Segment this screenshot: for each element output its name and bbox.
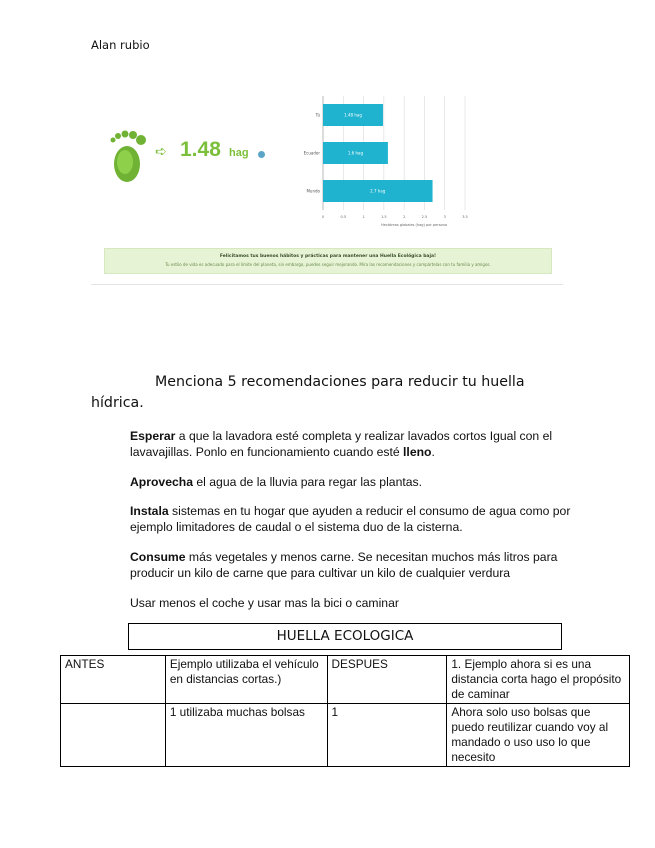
category-label: Ecuador [303,150,320,156]
recommendation-4 [130,549,575,581]
recommendation-text-end: . [431,445,435,459]
table-cell: 1. Ejemplo ahora si es una distancia corta hago el propósito de caminar [447,656,630,704]
table-title: HUELLA ECOLOGICA [128,623,562,650]
table-cell [61,704,166,767]
category-label: Tú [315,112,320,118]
recommendation-keyword-2: lleno [403,445,432,459]
footprint-comparison-table [60,655,630,767]
question-line-1: Menciona 5 recomendaciones para reducir tu huella [155,374,525,390]
footprint-icon [105,126,157,186]
x-tick-label: 2 [403,215,406,219]
recommendation-keyword: Esperar [130,429,176,443]
table-row [61,704,630,767]
x-tick-label: 0.5 [340,215,347,219]
comparison-bar-chart [289,92,479,244]
x-tick-label: 0 [321,215,325,219]
table-cell: 1 utilizaba muchas bolsas [165,704,327,767]
recommendation-2 [130,474,575,490]
x-tick-label: 2.5 [421,215,428,219]
author-name: Alan rubio [91,38,150,52]
recommendation-5 [130,595,575,611]
bar-value-label: 1.6 hag [347,150,364,156]
category-label: Mundo [306,188,320,194]
footprint-result-image [91,76,563,285]
banner-detail: Tu estilo de vida es adecuado para el límite del planeta, sin embargo, puedes seguir mejorando. Mira las recomendaciones y compártelas con tu familia y amigos. [165,262,491,267]
recommendation-text: el agua de la lluvia para regar las plantas. [193,475,422,489]
table-cell: 1 [327,704,447,767]
x-tick-label: 3 [443,215,446,219]
footprint-unit: hag [229,147,249,159]
bar-value-label: 1.48 hag [344,112,362,118]
recommendation-1 [130,428,575,460]
question-line-2: hídrica. [91,395,144,411]
table-row [61,656,630,704]
x-tick-label: 3.5 [462,215,468,219]
info-icon[interactable] [258,151,265,158]
x-tick-label: 1 [362,215,365,219]
recommendation-keyword: Consume [130,550,186,564]
banner-headline: Felicitamos tus buenos hábitos y prácticas para mantener una Huella Ecológica baja! [219,254,437,259]
recommendation-text: a que la lavadora esté completa y realizar lavados cortos Igual con el lavavajillas. Ponlo en funcionamiento cuando esté [130,429,553,459]
recommendation-keyword: Instala [130,504,169,518]
x-tick-label: 1.5 [381,215,387,219]
footprint-value: 1.48 [180,138,221,161]
table-cell: Ejemplo utilizaba el vehículo en distancias cortas.) [165,656,327,704]
table-cell: ANTES [61,656,166,704]
bar-value-label: 2.7 hag [370,188,386,194]
recommendation-3 [130,503,575,535]
recommendation-text: Usar menos el coche y usar mas la bici o caminar [130,596,399,610]
table-cell: DESPUES [327,656,447,704]
table-cell: Ahora solo uso bolsas que puedo reutilizar cuando voy al mandado o uso uso lo que necesito [447,704,630,767]
recommendation-text: sistemas en tu hogar que ayuden a reducir el consumo de agua como por ejemplo limitadores de caudal o el sistema duo de la cisterna. [130,504,571,534]
arrow-right-icon: ➪ [155,144,167,160]
question-heading [91,372,561,414]
recommendation-keyword: Aprovecha [130,475,193,489]
result-banner [104,248,552,274]
recommendation-text: más vegetales y menos carne. Se necesitan muchos más litros para producir un kilo de carne que para cultivar un kilo de cualquier verdura [130,550,558,580]
x-axis-label: Hectáreas globales (hag) por persona [380,223,448,227]
